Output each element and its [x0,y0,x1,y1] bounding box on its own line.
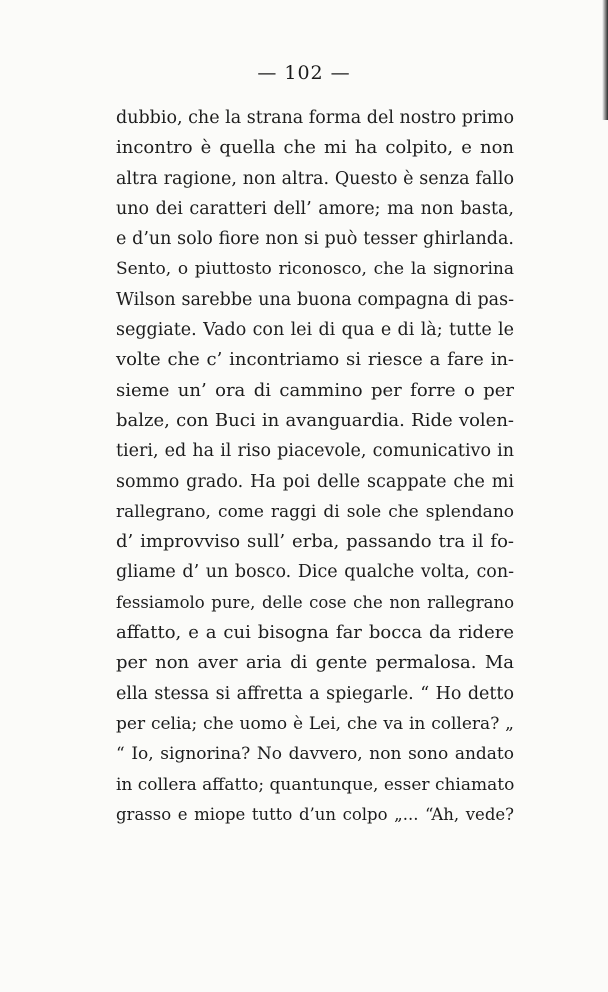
page-edge-shadow [602,0,608,120]
text-line: Wilson sarebbe una buona compagna di pas- [116,289,514,310]
text-line: seggiate. Vado con lei di qua e di là; tutte le [116,320,514,341]
text-line: altra ragione, non altra. Questo è senza fallo [116,168,514,189]
page-number: — 102 — [257,62,351,84]
text-line: e d’un solo fiore non si può tesser ghirlanda. [116,229,514,250]
text-line: affatto, e a cui bisogna far bocca da ridere [116,622,514,644]
text-line: Sento, o piuttosto riconosco, che la signorina [116,259,514,280]
text-line: balze, con Buci in avanguardia. Ride volen- [116,409,514,431]
text-line: incontro è quella che mi ha colpito, e non [116,137,514,159]
text-line: sieme un’ ora di cammino per forre o per [116,379,514,401]
body-text [116,103,514,830]
text-line: fessiamolo pure, delle cose che non rallegrano [116,592,514,612]
text-line: volte che c’ incontriamo si riesce a fare in- [116,349,514,371]
text-line: d’ improvviso sull’ erba, passando tra il fo- [116,531,514,553]
text-line: per non aver aria di gente permalosa. Ma [116,652,514,674]
text-line: dubbio, che la strana forma del nostro primo [116,108,515,128]
text-line: per celia; che uomo è Lei, che va in collera? „ [116,713,514,734]
text-line: ella stessa si affretta a spiegarle. “ Ho detto [116,683,514,704]
text-line: in collera affatto; quantunque, esser chiamato [116,774,515,795]
text-line: “ Io, signorina? No davvero, non sono andato [116,744,514,765]
text-line: grasso e miope tutto d’un colpo „... “Ah, vede? [116,804,514,824]
text-line: gliame d’ un bosco. Dice qualche volta, con- [116,562,514,583]
text-line: uno dei caratteri dell’ amore; ma non basta, [116,198,514,219]
text-line: rallegrano, come raggi di sole che splendano [116,501,514,522]
text-line: tieri, ed ha il riso piacevole, comunicativo in [116,441,514,462]
text-line: sommo grado. Ha poi delle scappate che mi [116,471,514,492]
